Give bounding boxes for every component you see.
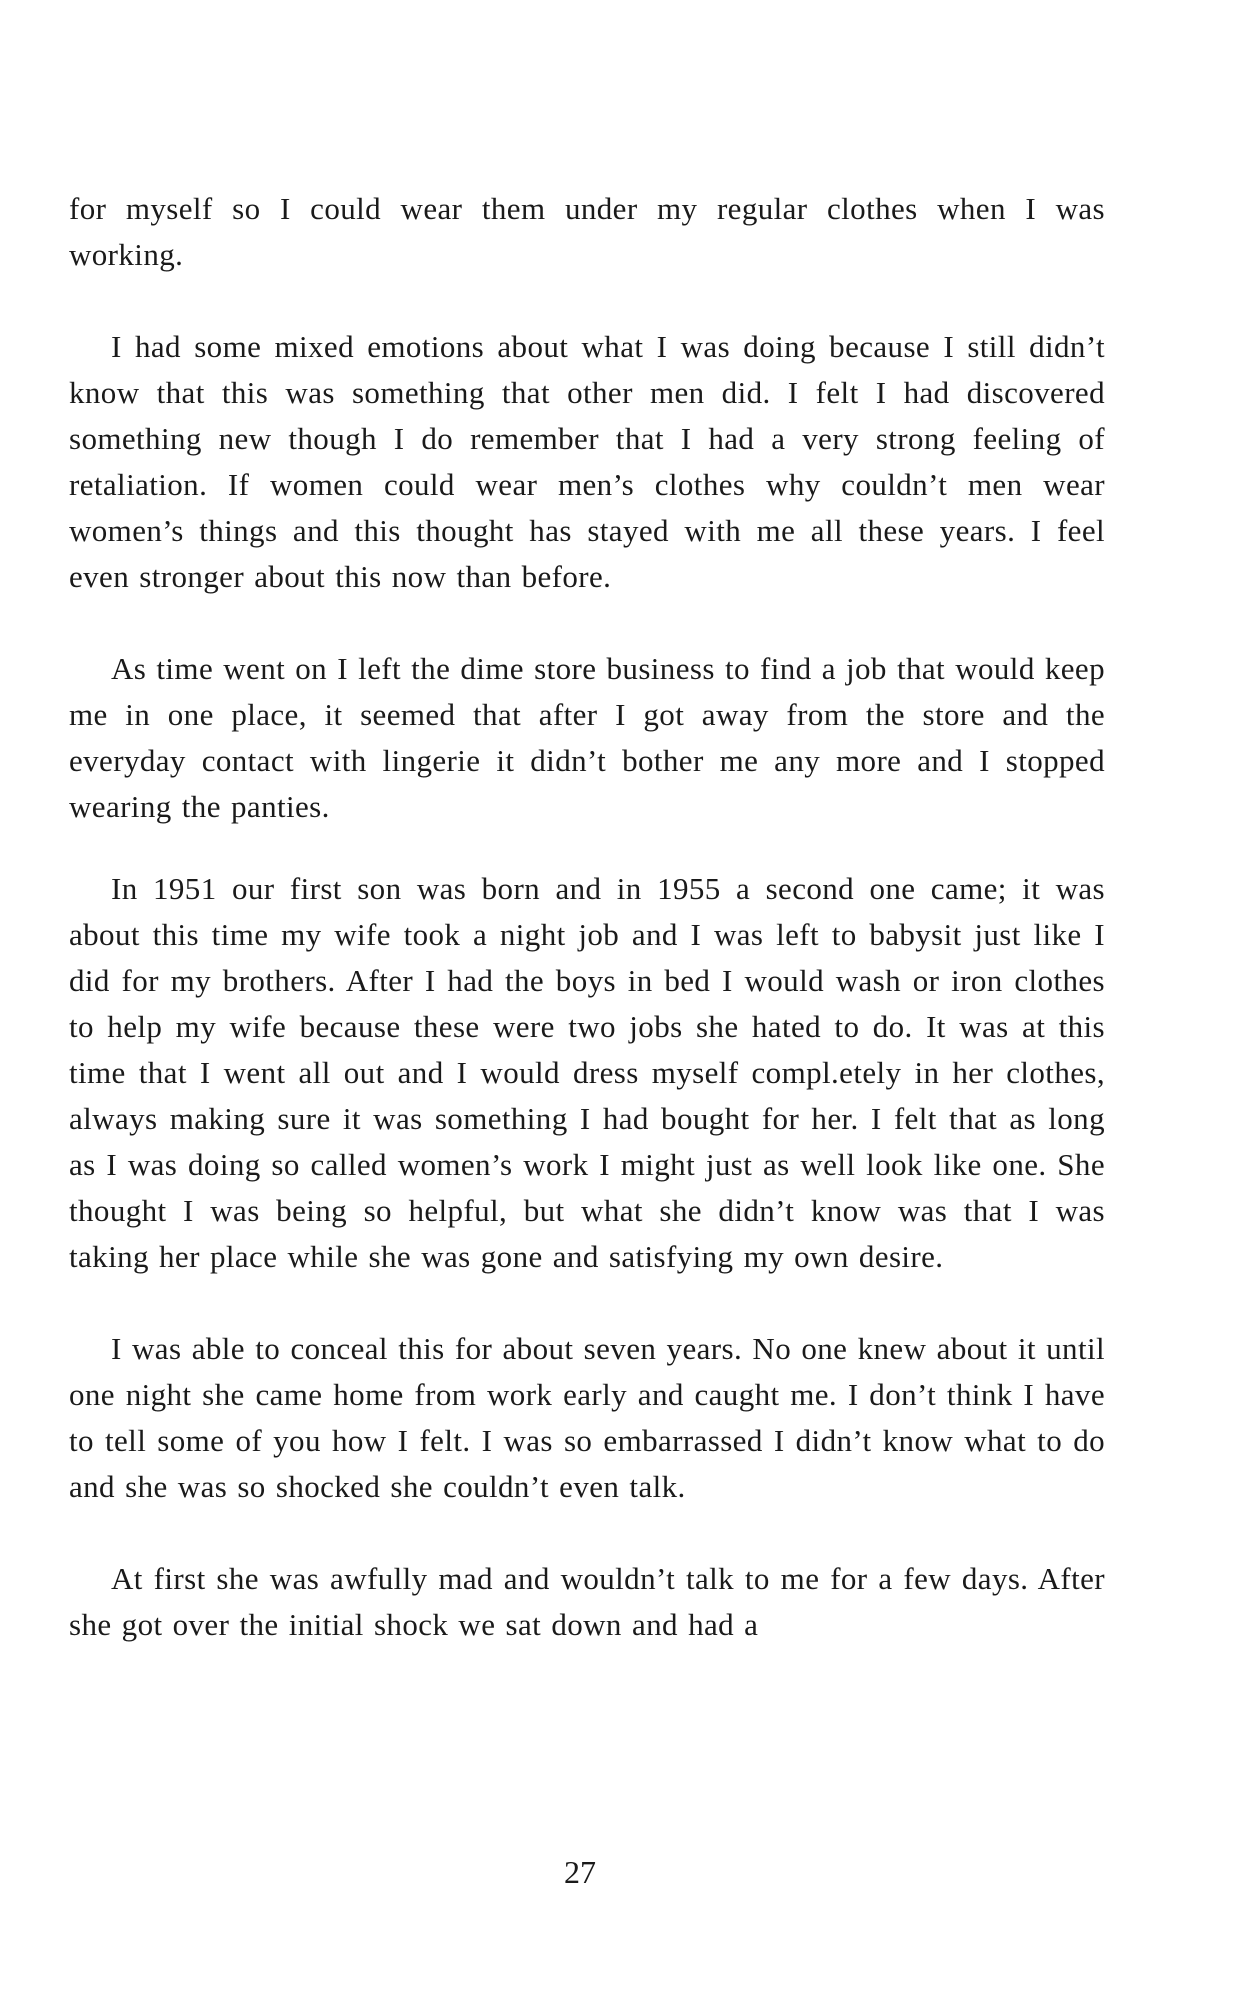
paragraph-continuation: for myself so I could wear them under my regular clothes when I was working. [69,191,1105,272]
paragraph-sons-born: In 1951 our first son was born and in 1955 a second one came; it was about this time my wife took a night job and I was left to babysit just like I did for my brothers. After I had the boys in bed I would wash or iron clothes to help my wife because these were two jobs she hated to do. It was at this time that I went all out and I would dress myself compl.etely in her clothes, always making sure it was something I had bought for her. I felt that as long as I was doing so called women’s work I might just as well look like one. She thought I was being so helpful, but what she didn’t know was that I was taking her place while she was gone and satisfying my own desire. [69,871,1105,1274]
paragraph-mixed-emotions: I had some mixed emotions about what I was doing because I still didn’t know that this was something that other men did. I felt I had discovered something new though I do remember that I had a very strong feeling of retaliation. If women could wear men’s clothes why couldn’t men wear women’s things and this thought has stayed with me all these years. I feel even stronger about this now than before. [69,329,1105,594]
paragraph-at-first: At first she was awfully mad and wouldn’t talk to me for a few days. After she got over the initial shock we sat down and had a [69,1561,1105,1642]
body-text [69,186,1105,1648]
paragraph-conceal: I was able to conceal this for about seven years. No one knew about it until one night she came home from work early and caught me. I don’t think I have to tell some of you how I felt. I was so embarrassed I didn’t know what to do and she was so shocked she couldn’t even talk. [69,1331,1105,1504]
paragraph-dime-store: As time went on I left the dime store business to find a job that would keep me in one place, it seemed that after I got away from the store and the everyday contact with lingerie it didn’t bother me any more and I stopped wearing the panties. [69,651,1105,824]
page-number: 27 [564,1854,596,1890]
